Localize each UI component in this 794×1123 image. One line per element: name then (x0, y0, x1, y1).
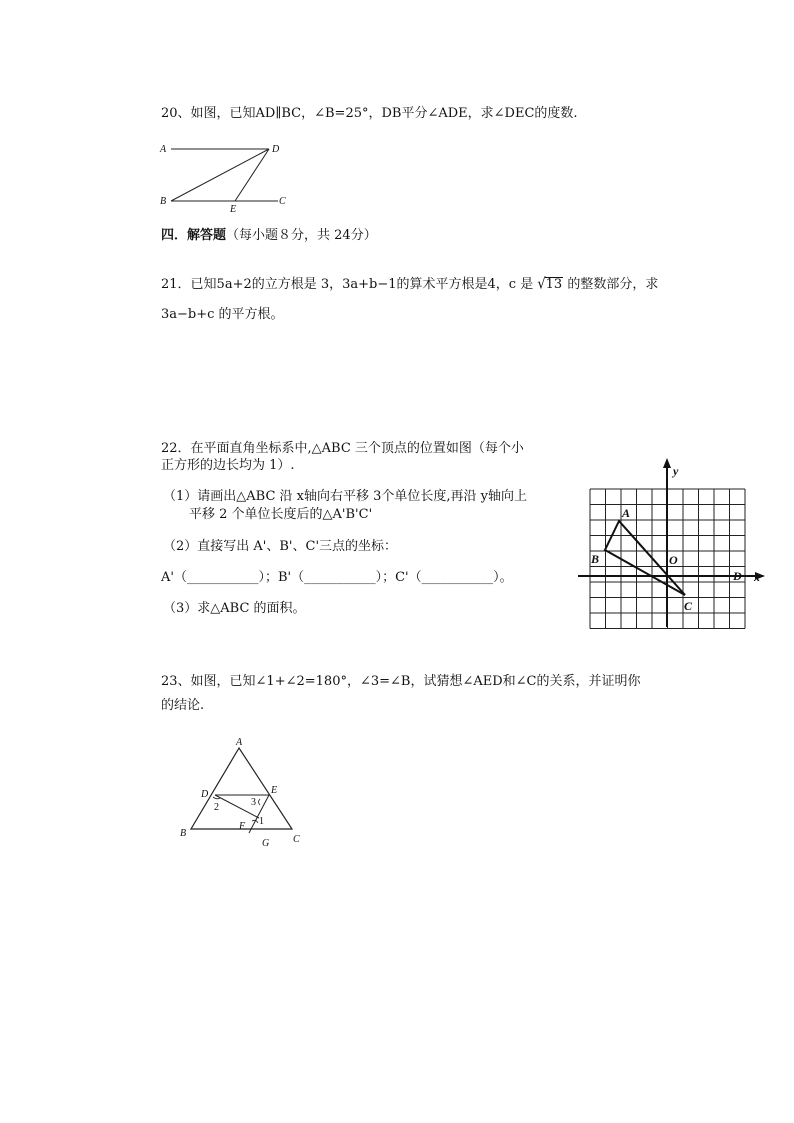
q22-line1: 22．在平面直角坐标系中,△ABC 三个顶点的位置如图（每个小 (161, 441, 524, 456)
q23-label-a: A (236, 737, 243, 748)
q20-label-c: C (279, 196, 286, 207)
q21-line1-post: 的整数部分，求 (567, 277, 659, 292)
q20-label-e: E (230, 204, 237, 215)
q23-figure (175, 735, 315, 850)
q21-line2: 3a−b+c 的平方根。 (161, 307, 284, 322)
q22-label-c: C (684, 599, 693, 613)
q23-label-1: 1 (259, 816, 264, 827)
section-note: （每小题８分，共 24分） (226, 228, 377, 243)
q20-figure (155, 140, 295, 215)
q22-part1-line1: （1）请画出△ABC 沿 x轴向右平移 3个单位长度,再沿 y轴向上 (163, 489, 528, 504)
q22-part1-line2: 平移 2 个单位长度后的△A'B'C' (189, 507, 373, 522)
q23-label-c: C (293, 834, 300, 845)
q22-line2: 正方形的边长均为 1）. (161, 458, 295, 473)
q23-line1: 23、如图，已知∠1+∠2=180°，∠3=∠B，试猜想∠AED和∠C的关系，并证明你 (161, 674, 641, 689)
q22-grid-figure (570, 455, 770, 630)
q22-label-d: D (733, 569, 742, 583)
section-heading (161, 227, 377, 245)
q22-part2: （2）直接写出 A'、B'、C'三点的坐标： (163, 539, 398, 554)
q23-label-3: 3 (251, 797, 256, 808)
q21-radical-sign: √ (537, 275, 546, 294)
q23-label-f: F (239, 821, 246, 832)
q23-line2: 的结论. (161, 698, 205, 713)
q23-label-e: E (271, 785, 278, 796)
q20-label-d: D (272, 144, 280, 155)
q22-part3: （3）求△ABC 的面积。 (163, 601, 306, 616)
q20-label-b: B (160, 196, 167, 207)
q22-label-x: x (754, 570, 760, 584)
q21-line1-pre: 21．已知5a+2的立方根是 3，3a+b−1的算术平方根是4，c 是 (161, 277, 534, 292)
q22-label-a: A (622, 506, 631, 520)
section-title: 四．解答题 (161, 228, 227, 243)
q22-coords-line: A'（___________）；B'（___________）；C'（___________）。 (161, 570, 513, 585)
q22-label-y: y (673, 464, 679, 478)
q23-label-d: D (201, 789, 209, 800)
q23-label-2: 2 (214, 802, 219, 813)
q22-label-b: B (591, 552, 600, 566)
q21-radicand: 13 (545, 277, 563, 292)
q20-label-a: A (160, 144, 167, 155)
q23-label-g: G (262, 838, 270, 849)
q23-label-b: B (180, 828, 187, 839)
q21-line1 (161, 276, 658, 294)
q20-text: 20、如图，已知AD∥BC，∠B=25°，DB平分∠ADE，求∠DEC的度数. (161, 106, 578, 121)
q22-label-o: O (669, 553, 678, 567)
